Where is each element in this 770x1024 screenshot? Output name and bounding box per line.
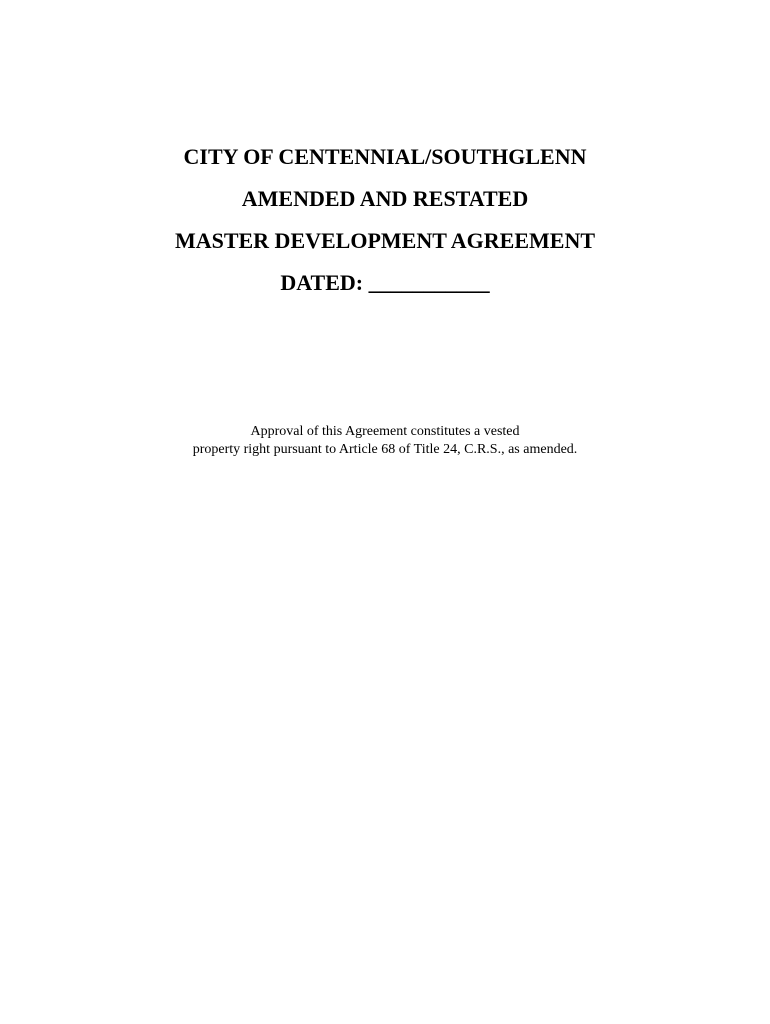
document-title bbox=[0, 136, 770, 304]
vested-rights-notice bbox=[0, 423, 770, 459]
dated-line: DATED: ___________ bbox=[280, 270, 490, 295]
notice-line-2: property right pursuant to Article 68 of Title 24, C.R.S., as amended. bbox=[192, 442, 578, 457]
title-line-agreement: MASTER DEVELOPMENT AGREEMENT bbox=[174, 228, 596, 253]
title-line-city: CITY OF CENTENNIAL/SOUTHGLENN bbox=[183, 144, 587, 169]
notice-line-1: Approval of this Agreement constitutes a vested bbox=[250, 424, 520, 439]
title-line-amended: AMENDED AND RESTATED bbox=[241, 186, 529, 211]
